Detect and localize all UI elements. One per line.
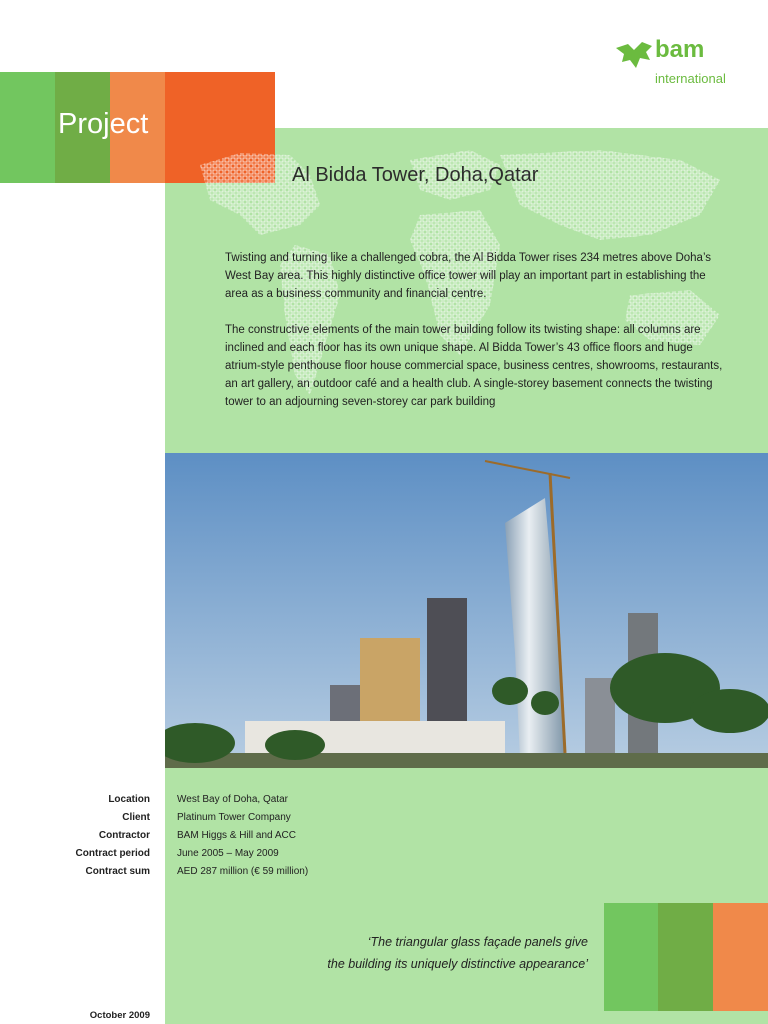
detail-label-client: Client (122, 812, 150, 823)
detail-value-contract-sum: AED 287 million (€ 59 million) (177, 866, 309, 877)
brand-name: bam (655, 36, 705, 63)
document-date: October 2009 (89, 1010, 150, 1021)
section-label: Project (58, 108, 149, 140)
detail-value-contract-period: June 2005 – May 2009 (177, 848, 279, 859)
project-title: Al Bidda Tower, Doha,Qatar (292, 164, 539, 186)
detail-label-location: Location (108, 794, 150, 805)
detail-label-contractor: Contractor (98, 830, 150, 841)
bam-logo-icon (614, 38, 654, 70)
project-description-2: The constructive elements of the main tower building follow its twisting shape: all columns are inclined and each floor has its own unique shape. Al Bidda Tower’s 43 office floors and huge atrium-style penthouse floor house commercial space, business centres, showrooms, restaurants, an art gallery, an outdoor café and a health club. A single-storey basement connects the twisting tower to an adjourning seven-storey car park building (225, 324, 723, 408)
project-description-1: Twisting and turning like a challenged cobra, the Al Bidda Tower rises 234 metres above Doha’s West Bay area. This highly distinctive office tower will play an important part in establishing the area as a business community and financial centre. (225, 252, 712, 300)
detail-value-client: Platinum Tower Company (177, 812, 291, 823)
project-photo (165, 453, 768, 768)
footer-block-3 (713, 903, 768, 1011)
footer-block-2 (658, 903, 713, 1011)
pull-quote (280, 931, 588, 975)
detail-label-contract-sum: Contract sum (85, 866, 150, 877)
pull-quote-line-1: ‘The triangular glass façade panels give (367, 935, 588, 949)
pull-quote-line-2: the building its uniquely distinctive appearance’ (327, 957, 588, 971)
footer-block-1 (604, 903, 658, 1011)
brand-subtitle: international (655, 71, 726, 86)
header-block-1 (0, 72, 55, 183)
detail-value-location: West Bay of Doha, Qatar (177, 794, 288, 805)
detail-label-contract-period: Contract period (75, 848, 150, 859)
detail-value-contractor: BAM Higgs & Hill and ACC (177, 830, 296, 841)
